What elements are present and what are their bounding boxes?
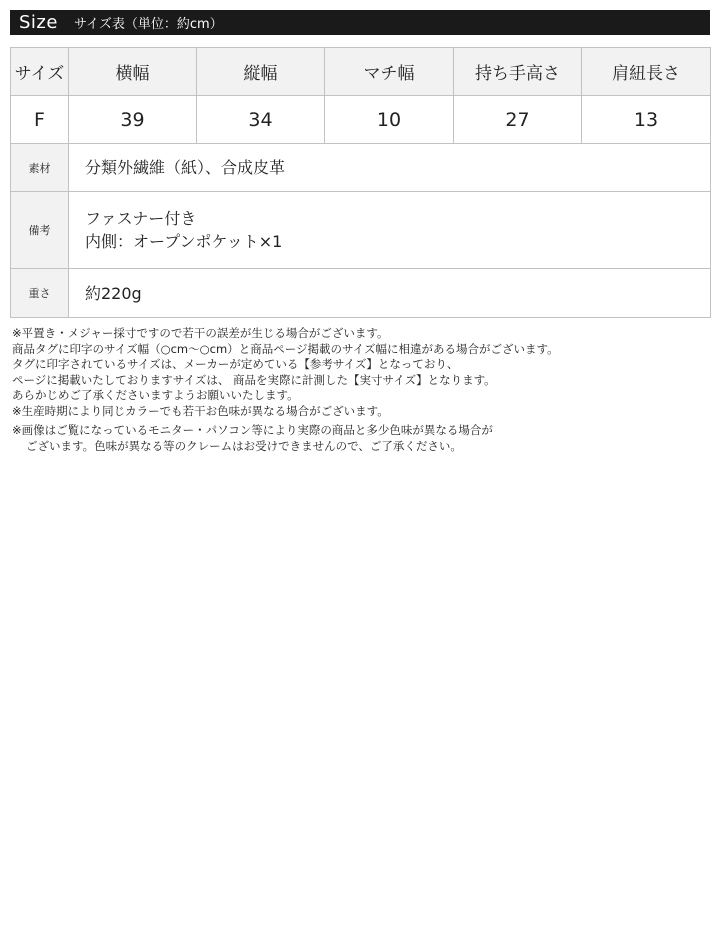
column-header: マチ幅 <box>325 48 454 96</box>
size-row-label: F <box>11 96 69 144</box>
footnote-line: ※生産時期により同じカラーでも若干お色味が異なる場合がございます。 <box>12 403 389 418</box>
size-table-header-row <box>11 48 711 96</box>
weight-row <box>11 269 711 318</box>
size-value: 10 <box>325 96 454 144</box>
size-value: 27 <box>454 96 582 144</box>
notes-row <box>11 192 711 269</box>
footnote-line: あらかじめご了承くださいますようお願いいたします。 <box>12 388 299 402</box>
column-header: 肩紐長さ <box>582 48 711 96</box>
footnote-line: ※平置き・メジャー採寸ですので若干の誤差が生じる場合がございます。 <box>12 326 389 340</box>
footnote-line: 商品タグに印字のサイズ幅（○cm～○cm）と商品ページ掲載のサイズ幅に相違がある場合がございます。 <box>12 341 559 356</box>
footnote-line: タグに印字されているサイズは、メーカーが定めている【参考サイズ】となっており、 <box>12 357 459 371</box>
footnote-line: ページに掲載いたしておりますサイズは、 商品を実際に計測した【実寸サイズ】となります。 <box>12 372 496 387</box>
notes-line: 内側：オープンポケット×1 <box>85 232 283 251</box>
notes-value <box>69 192 711 269</box>
column-header: 持ち手高さ <box>454 48 582 96</box>
size-table-row <box>11 96 711 144</box>
weight-value: 約220g <box>69 269 711 318</box>
footnote-line: ※画像はご覧になっているモニター・パソコン等により実際の商品と多少色味が異なる場合が <box>12 423 493 437</box>
size-corner-label: サイズ <box>11 48 69 96</box>
header-title: Size <box>19 12 58 33</box>
size-table <box>10 47 711 144</box>
size-value: 39 <box>69 96 197 144</box>
size-value: 13 <box>582 96 711 144</box>
notes-label: 備考 <box>11 192 69 269</box>
header-subtitle: サイズ表（単位：約cm） <box>73 17 223 32</box>
material-value: 分類外繊維（紙）、合成皮革 <box>69 144 711 192</box>
material-row <box>11 144 711 192</box>
info-table <box>10 143 711 318</box>
size-header-bar <box>10 10 710 35</box>
column-header: 横幅 <box>69 48 197 96</box>
weight-label: 重さ <box>11 269 69 318</box>
footnotes <box>12 326 712 454</box>
size-value: 34 <box>197 96 325 144</box>
footnote-line: ございます。色味が異なる等のクレームはお受けできませんので、ご了承ください。 <box>26 438 462 453</box>
column-header: 縦幅 <box>197 48 325 96</box>
notes-line: ファスナー付き <box>85 209 197 228</box>
material-label: 素材 <box>11 144 69 192</box>
